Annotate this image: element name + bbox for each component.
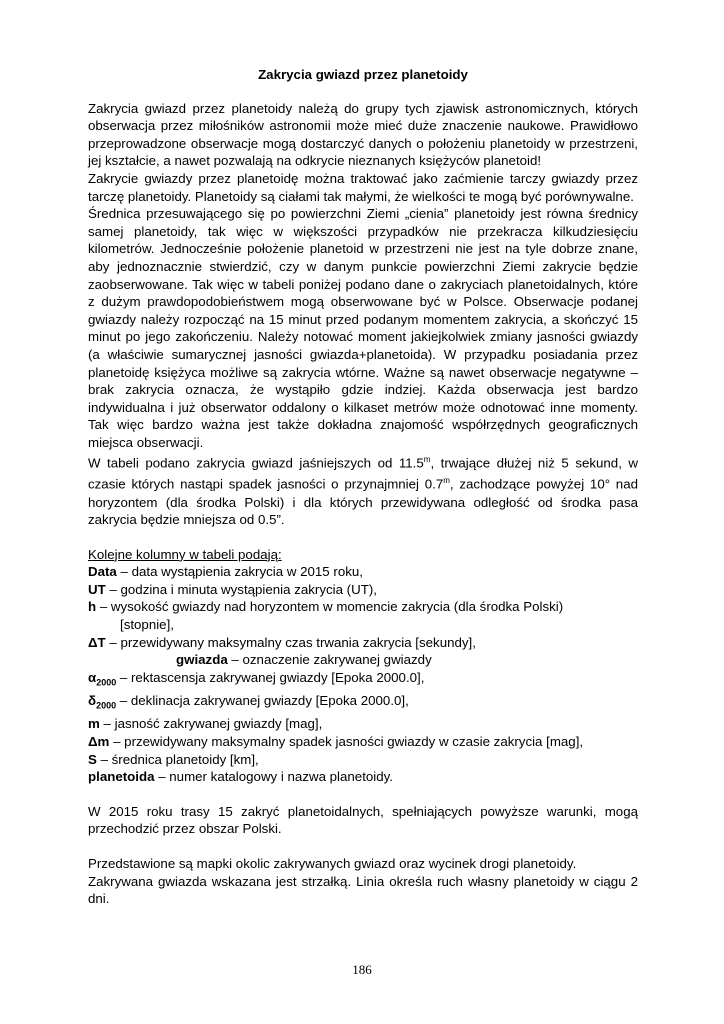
column-def-m: m – jasność zakrywanej gwiazdy [mag], xyxy=(88,716,323,732)
column-def-gwiazda: gwiazda – oznaczenie zakrywanej gwiazdy xyxy=(176,652,432,668)
column-def-delta-t: ΔT – przewidywany maksymalny czas trwania zakrycia [sekundy], xyxy=(88,634,476,650)
column-def-planetoida: planetoida – numer katalogowy i nazwa planetoidy. xyxy=(88,769,393,785)
paragraph-intro-3: Średnica przesuwającego się po powierzchni Ziemi „cienia” planetoidy jest równa średnicy samej planetoidy, tak więc w większości przypadków nie przekracza kilkudziesięciu kilometrów. Jednocześnie położenie planetoid w przestrzeni nie jest na tyle dobrze znane, aby jednoznacznie stwierdzić, czy w danym punkcie powierzchni Ziemi zakrycie będzie zaobserwowane. Tak więc w tabeli poniżej podano dane o zakryciach planetoidalnych, które z dużym prawdopodobieństwem mogą obserwowane być w Polsce. Obserwacje podanej gwiazdy należy rozpocząć na 15 minut przed podanym momentem zakrycia, a skończyć 15 minut po jego zakończeniu. Należy notować moment jakiejkolwiek zmiany jasności gwiazdy (a właściwie sumarycznej jasności gwiazda+planetoida). W przypadku posiadania przez planetoidę księżyca możliwe są zakrycia wtórne. Ważne są nawet obserwacje negatywne – brak zakrycia oznacza, że wystąpiło gdzie indziej. Każda obserwacja jest bardzo indywidualna i już obserwator oddalony o kilkaset metrów może odnotować inne momenty. Tak więc bardzo ważna jest także dokładna znajomość współrzędnych geograficznych miejsca obserwacji. xyxy=(88,206,638,450)
column-def-s: S – średnica planetoidy [km], xyxy=(88,751,259,767)
column-def-alpha: $\alpha_{2000}$ – rektascensja zakrywanej gwiazdy [Epoka 2000.0], xyxy=(88,669,425,688)
magnitude-superscript-1: m xyxy=(423,455,431,465)
paragraph-intro-2: Zakrycie gwiazdy przez planetoidę można traktować jako zaćmienie tarczy gwiazdy przez tarczę planetoidy. Planetoidy są ciałami tak małymi, że wielkości te mogą być porównywalne. xyxy=(88,170,638,204)
column-def-data: Data – data wystąpienia zakrycia w 2015 roku, xyxy=(88,564,363,580)
paragraph-outro-1: W 2015 roku trasy 15 zakryć planetoidalnych, spełniających powyższe warunki, mogą przechodzić przez obszar Polski. xyxy=(88,803,638,837)
criteria-text-b: , trwające dłużej niż 5 sekund, w czasie których nastąpi spadek jasności o przynajmniej 0.7 xyxy=(88,455,639,492)
document-body xyxy=(88,66,638,908)
column-def-ut: UT – godzina i minuta wystąpienia zakrycia (UT), xyxy=(88,581,377,597)
paragraph-outro-3: Zakrywana gwiazda wskazana jest strzałką. Linia określa ruch własny planetoidy w ciągu 2 dni. xyxy=(88,873,638,907)
column-def-delta-m: Δm – przewidywany maksymalny spadek jasności gwiazdy w czasie zakrycia [mag], xyxy=(88,733,584,749)
document-title: Zakrycia gwiazd przez planetoidy xyxy=(258,67,468,82)
criteria-text-c: , zachodzące powyżej 10° nad horyzontem (dla środka Polski) i dla których przewidywana odległość od środka pasa zakrycia będzie mniejsza od 0.5”. xyxy=(88,476,638,528)
columns-heading: Kolejne kolumny w tabeli podają: xyxy=(88,546,282,562)
paragraph-outro-2: Przedstawione są mapki okolic zakrywanych gwiazd oraz wycinek drogi planetoidy. xyxy=(88,855,577,871)
column-def-delta: $\delta_{2000}$ – deklinacja zakrywanej gwiazdy [Epoka 2000.0], xyxy=(88,693,409,711)
paragraph-intro-4 xyxy=(88,451,638,528)
criteria-text-a: W tabeli podano zakrycia gwiazd jaśniejszych od 11.5 xyxy=(88,455,424,471)
paragraph-intro-1: Zakrycia gwiazd przez planetoidy należą do grupy tych zjawisk astronomicznych, których obserwacja przez miłośników astronomii może mieć duże znaczenie naukowe. Prawidłowo przeprowadzone obserwacje mogą dostarczyć danych o położeniu planetoidy w przestrzeni, jej kształcie, a nawet pozwalają na odkrycie nieznanych księżyców planetoid! xyxy=(88,100,638,169)
column-def-h-continued: [stopnie], xyxy=(120,617,174,633)
magnitude-superscript-2: m xyxy=(443,476,450,486)
page-number: 186 xyxy=(352,962,372,977)
column-def-h: h – wysokość gwiazdy nad horyzontem w momencie zakrycia (dla środka Polski) xyxy=(88,599,564,615)
